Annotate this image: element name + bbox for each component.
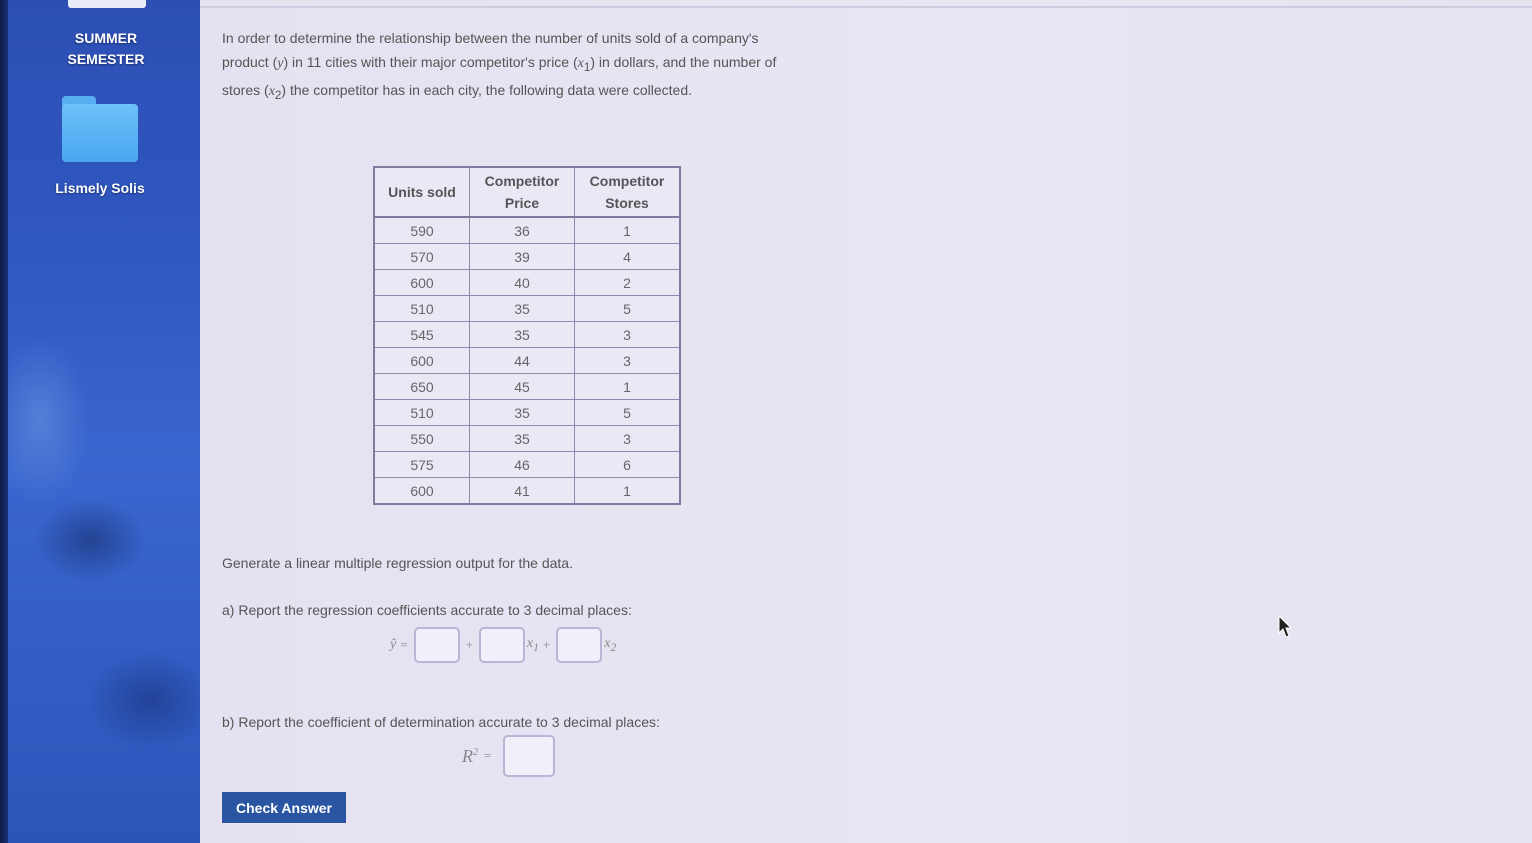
competitor-stores-cell: 1 (575, 374, 681, 400)
var-x1: x (577, 55, 584, 71)
table-row (374, 348, 680, 374)
table-row (374, 244, 680, 270)
table-body (374, 217, 680, 504)
top-divider (200, 6, 1532, 8)
competitor-stores-cell: 4 (575, 244, 681, 270)
table-row (374, 374, 680, 400)
competitor-stores-cell: 1 (575, 478, 681, 505)
data-table (373, 166, 681, 505)
regression-equation (390, 624, 616, 666)
table-row (374, 322, 680, 348)
competitor-stores-cell: 2 (575, 270, 681, 296)
units-sold-cell: 575 (374, 452, 470, 478)
units-sold-cell: 510 (374, 400, 470, 426)
plus-sign-2: + (542, 637, 551, 652)
competitor-stores-cell: 5 (575, 400, 681, 426)
intercept-input[interactable] (414, 627, 460, 663)
table-row (374, 478, 680, 505)
x1-subscript: 1 (533, 640, 539, 654)
x2-subscript: 2 (610, 640, 617, 654)
x1-coefficient-input[interactable] (479, 627, 525, 663)
part-b-prompt: b) Report the coefficient of determination accurate to 3 decimal places: (222, 714, 660, 730)
r-squared-equation (462, 735, 557, 777)
folder-icon[interactable] (60, 96, 140, 164)
x2-coefficient-input[interactable] (556, 627, 602, 663)
header-price-line1: Competitor (484, 173, 560, 189)
x1-variable (527, 636, 539, 654)
header-competitor-price (470, 167, 575, 217)
competitor-stores-cell: 5 (575, 296, 681, 322)
equals-sign: = (400, 637, 408, 652)
table-row (374, 452, 680, 478)
header-units-sold (374, 167, 470, 217)
units-sold-cell: 545 (374, 322, 470, 348)
problem-statement (222, 27, 782, 107)
table-row (374, 426, 680, 452)
summer-semester-folder-label[interactable] (40, 28, 172, 70)
units-sold-cell: 550 (374, 426, 470, 452)
competitor-price-cell: 35 (470, 296, 575, 322)
header-stores-line2: Stores (605, 195, 649, 211)
table-row (374, 217, 680, 244)
competitor-stores-cell: 3 (575, 426, 681, 452)
user-folder-label[interactable]: Lismely Solis (55, 180, 145, 196)
table-header-row (374, 167, 680, 217)
competitor-price-cell: 45 (470, 374, 575, 400)
units-sold-cell: 510 (374, 296, 470, 322)
intro-text-1: In order to determine the relationship between the number of units sold of a company's product ( (222, 30, 759, 70)
regression-instruction: Generate a linear multiple regression output for the data. (222, 555, 573, 571)
competitor-price-cell: 40 (470, 270, 575, 296)
competitor-price-cell: 36 (470, 217, 575, 244)
desktop-background (0, 0, 200, 843)
competitor-stores-cell: 6 (575, 452, 681, 478)
folder-label-line-2: SEMESTER (67, 51, 145, 67)
r-letter: R (462, 745, 473, 766)
r-squared-symbol (462, 746, 478, 767)
question-pane (200, 0, 1532, 843)
competitor-stores-cell: 3 (575, 348, 681, 374)
intro-text-2: ) in 11 cities with their major competitor's price ( (283, 53, 578, 70)
competitor-price-cell: 39 (470, 244, 575, 270)
header-competitor-stores (575, 167, 681, 217)
var-x2: x (268, 83, 275, 99)
competitor-price-cell: 46 (470, 452, 575, 478)
var-y: y (277, 55, 284, 71)
folder-body (62, 104, 138, 162)
x2-letter: x (604, 636, 611, 652)
units-sold-cell: 570 (374, 244, 470, 270)
y-hat-symbol: ŷ (390, 637, 397, 652)
var-x2-sub: 2 (274, 88, 282, 102)
var-x1-sub: 1 (583, 60, 591, 74)
competitor-price-cell: 35 (470, 426, 575, 452)
units-sold-cell: 600 (374, 478, 470, 505)
competitor-price-cell: 41 (470, 478, 575, 505)
units-sold-cell: 600 (374, 348, 470, 374)
desktop-edge (0, 0, 8, 843)
units-sold-cell: 590 (374, 217, 470, 244)
check-answer-button[interactable]: Check Answer (222, 792, 346, 823)
competitor-stores-cell: 3 (575, 322, 681, 348)
intro-text-4: ) the competitor has in each city, the following data were collected. (281, 81, 693, 98)
folder-label-line-1: SUMMER (74, 30, 138, 46)
competitor-price-cell: 35 (470, 400, 575, 426)
header-units-sold-text: Units sold (388, 184, 456, 200)
plus-sign-1: + (465, 637, 473, 652)
units-sold-cell: 600 (374, 270, 470, 296)
header-price-line2: Price (504, 195, 540, 211)
units-sold-cell: 650 (374, 374, 470, 400)
competitor-stores-cell: 1 (575, 217, 681, 244)
table-row (374, 270, 680, 296)
table-row (374, 400, 680, 426)
r-superscript: 2 (473, 746, 478, 758)
competitor-price-cell: 35 (470, 322, 575, 348)
desktop-top-item (68, 0, 146, 8)
x2-variable (604, 636, 616, 654)
r-squared-input[interactable] (503, 735, 555, 777)
mouse-cursor-icon (1278, 615, 1292, 639)
part-a-prompt: a) Report the regression coefficients accurate to 3 decimal places: (222, 602, 632, 618)
r-squared-equals: = (484, 748, 492, 763)
table-row (374, 296, 680, 322)
competitor-price-cell: 44 (470, 348, 575, 374)
header-stores-line1: Competitor (589, 173, 665, 189)
x1-letter: x (526, 636, 534, 652)
intro-text-3: ) in dollars, and the number of stores ( (222, 53, 777, 98)
